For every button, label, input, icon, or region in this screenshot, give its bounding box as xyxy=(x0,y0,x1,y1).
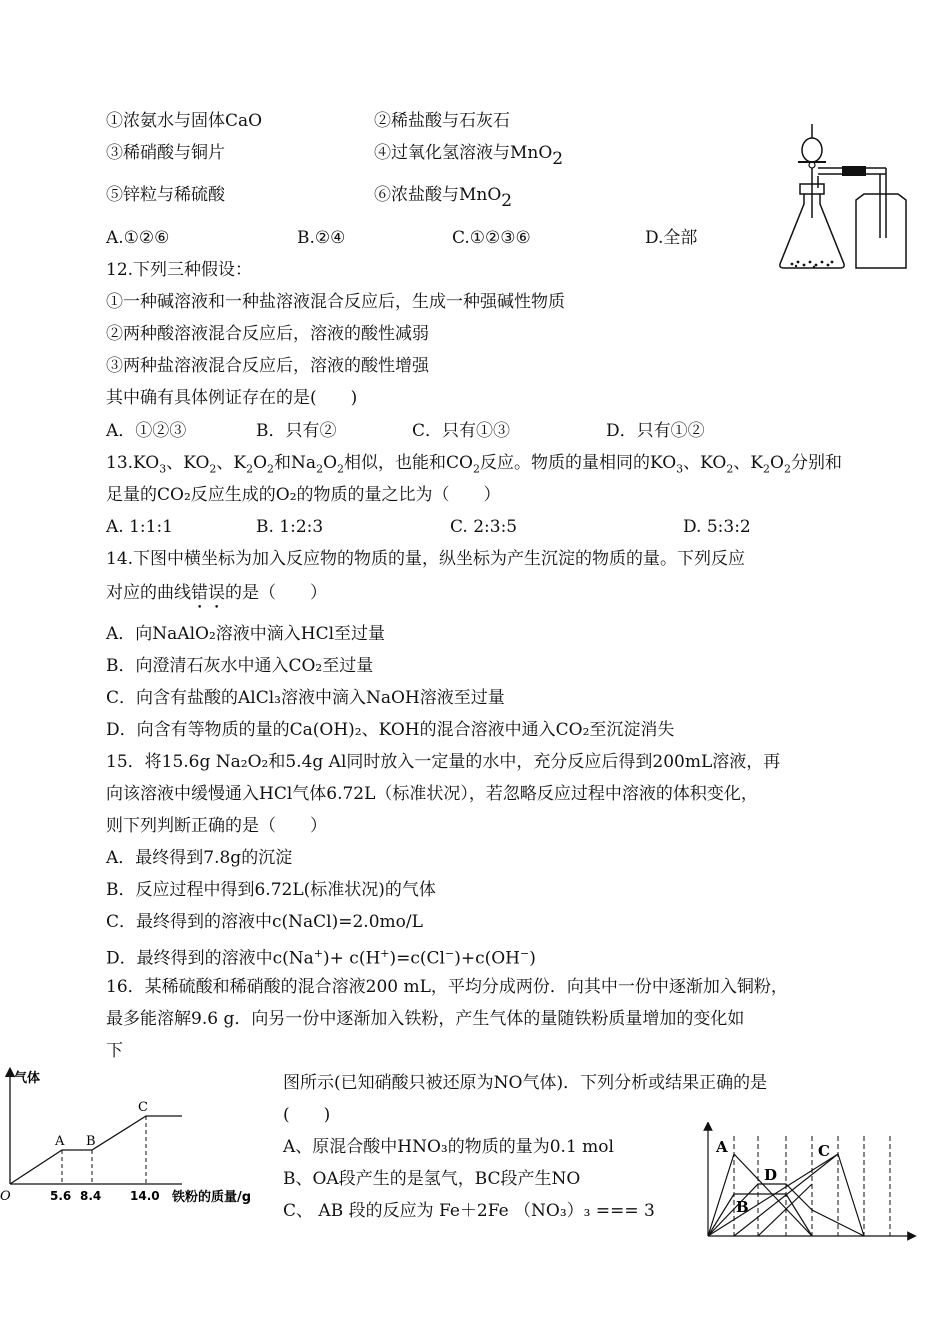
graph-origin: O xyxy=(0,1189,11,1204)
q11-option-4 xyxy=(374,142,564,169)
q15-choice-b: B．反应过程中得到6.72L(标准状况)的气体 xyxy=(106,880,436,900)
q11-choice-a: A.①②⑥ xyxy=(106,228,170,248)
q16-line-1: 16．某稀硫酸和稀硝酸的混合溶液200 mL，平均分成两份．向其中一份中逐渐加入铜粉， xyxy=(106,977,788,997)
q16-line-5: ( ) xyxy=(283,1105,331,1125)
q11-option-4-text: ④过氧化氢溶液与MnO xyxy=(374,143,553,163)
q13-choice-b: B. 1:2:3 xyxy=(256,517,324,537)
q16-choice-a: A、原混合酸中HNO₃的物质的量为0.1 mol xyxy=(283,1137,614,1157)
q11-option-1: ①浓氨水与固体CaO xyxy=(106,111,263,131)
q15-choice-c: C．最终得到的溶液中c(NaCl)=2.0mo/L xyxy=(106,912,423,932)
q12-choice-c: C．只有①③ xyxy=(412,421,511,441)
q11-option-2: ②稀盐酸与石灰石 xyxy=(374,111,510,131)
q15-line-1: 15．将15.6g Na₂O₂和5.4g Al同时放入一定量的水中，充分反应后得到200mL溶液，再 xyxy=(106,752,781,772)
q14-line-2-post: 的是（ ） xyxy=(225,583,327,603)
q16-choice-b: B、OA段产生的是氢气，BC段产生NO xyxy=(283,1169,581,1189)
q16-line-3: 下 xyxy=(106,1041,123,1061)
q12-hypothesis-3: ③两种盐溶液混合反应后，溶液的酸性增强 xyxy=(106,356,429,376)
graph-label-c: C xyxy=(138,1100,148,1115)
q14-choice-c: C．向含有盐酸的AlCl₃溶液中滴入NaOH溶液至过量 xyxy=(106,688,505,708)
q12-stem: 12.下列三种假设： xyxy=(106,260,253,280)
q15-choice-d: D．最终得到的溶液中c(Na+)+ c(H+)=c(Cl−)+c(OH−) xyxy=(106,947,536,969)
q14-choice-a: A．向NaAlO₂溶液中滴入HCl至过量 xyxy=(106,624,386,644)
q12-question: 其中确有具体例证存在的是( ) xyxy=(106,388,358,408)
q11-choice-b: B.②④ xyxy=(297,228,346,248)
graph-tick-1: 5.6 xyxy=(50,1189,72,1203)
q14-line-1: 14.下图中横坐标为加入反应物的物质的量，纵坐标为产生沉淀的物质的量。下列反应 xyxy=(106,549,746,569)
q12-choice-b: B．只有② xyxy=(256,421,337,441)
q16-line-4: 图所示(已知硝酸只被还原为NO气体)．下列分析或结果正确的是 xyxy=(283,1073,768,1093)
q11-option-5: ⑤锌粒与稀硫酸 xyxy=(106,185,225,205)
q13-choice-d: D. 5:3:2 xyxy=(683,517,751,537)
q12-choice-d: D．只有①② xyxy=(606,421,705,441)
q13-line-2: 足量的CO₂反应生成的O₂的物质的量之比为（ ） xyxy=(106,485,501,505)
q15-line-3: 则下列判断正确的是（ ） xyxy=(106,816,327,836)
q16-choice-c: C、 AB 段的反应为 Fe＋2Fe （NO₃）₃ === 3 xyxy=(283,1201,655,1221)
curve-label-b: B xyxy=(736,1198,749,1216)
q14-choice-d: D．向含有等物质的量的Ca(OH)₂、KOH的混合溶液中通入CO₂至沉淀消失 xyxy=(106,720,675,740)
q11-choice-d: D.全部 xyxy=(645,228,698,248)
q11-choice-c: C.①②③⑥ xyxy=(452,228,531,248)
q15-choice-a: A．最终得到7.8g的沉淀 xyxy=(106,848,293,868)
graph-ylabel: 气体 xyxy=(14,1071,41,1086)
graph-label-a: A xyxy=(55,1134,65,1149)
q11-option-6-subscript: 2 xyxy=(501,191,513,211)
graph-tick-3: 14.0 xyxy=(130,1189,160,1203)
q16-line-2: 最多能溶解9.6 g．向另一份中逐渐加入铁粉，产生气体的量随铁粉质量增加的变化如 xyxy=(106,1009,745,1029)
q11-option-3: ③稀硝酸与铜片 xyxy=(106,143,225,163)
q12-hypothesis-1: ①一种碱溶液和一种盐溶液混合反应后，生成一种强碱性物质 xyxy=(106,292,565,312)
curve-label-a: A xyxy=(716,1138,728,1156)
graph-label-b: B xyxy=(86,1134,96,1149)
q14-line-2-pre: 对应的曲线 xyxy=(106,583,191,603)
apparatus-diagram xyxy=(770,118,920,278)
curve-label-d: D xyxy=(764,1166,778,1184)
q12-choice-a: A．①②③ xyxy=(106,421,187,441)
gas-iron-graph xyxy=(0,1064,280,1224)
graph-xlabel: 铁粉的质量/g xyxy=(172,1190,252,1205)
q14-emphasis-word: 错误 xyxy=(191,583,225,603)
q14-choice-b: B．向澄清石灰水中通入CO₂至过量 xyxy=(106,656,374,676)
graph-tick-2: 8.4 xyxy=(80,1189,102,1203)
q13-choice-c: C. 2:3:5 xyxy=(450,517,518,537)
q13-line-1: $13.KO_3$、$KO_2$、$K_2O_2$和$Na_2O_2$相似，也能和$CO_2$反应。物质的量相同的$KO_3$、$KO_2$、$K_2O_2$分别和 xyxy=(106,453,842,476)
q11-option-6-text: ⑥浓盐酸与MnO xyxy=(374,185,502,205)
q13-choice-a: A. 1:1:1 xyxy=(106,517,173,537)
curves-graph xyxy=(700,1122,920,1246)
q15-line-2: 向该溶液中缓慢通入HCl气体6.72L（标准状况），若忽略反应过程中溶液的体积变化， xyxy=(106,784,758,804)
q11-option-6 xyxy=(374,184,513,211)
q14-line-2 xyxy=(106,582,327,613)
q11-option-4-subscript: 2 xyxy=(552,149,564,169)
q12-hypothesis-2: ②两种酸溶液混合反应后，溶液的酸性减弱 xyxy=(106,324,429,344)
curve-label-c: C xyxy=(818,1142,830,1160)
